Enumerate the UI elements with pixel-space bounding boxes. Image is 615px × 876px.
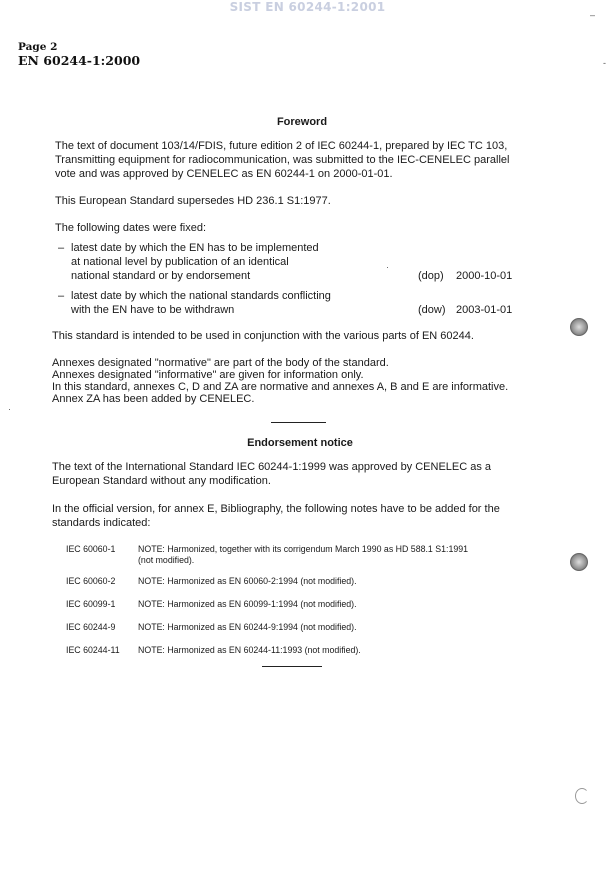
annex-e-paragraph [52,502,500,530]
section-divider [271,422,326,423]
text-line: latest date by which the national standards conflicting [71,290,331,302]
note-text: NOTE: Harmonized as EN 60244-9:1994 (not modified). [138,622,357,632]
endorsement-heading: Endorsement notice [247,437,353,449]
dop-code: (dop) [418,270,444,282]
text-line: Transmitting equipment for radiocommunication, was submitted to the IEC-CENELEC parallel [55,154,510,166]
text-line: vote and was approved by CENELEC as EN 60244-1 on 2000-01-01. [55,168,393,180]
note-standard-id: IEC 60244-11 [66,645,120,655]
text-line: Annexes designated "normative" are part of the body of the standard. [52,357,389,369]
supersedes-text: This European Standard supersedes HD 236.1 S1:1977. [55,195,331,207]
text-line: latest date by which the EN has to be implemented [71,242,319,254]
text-line: In the official version, for annex E, Bibliography, the following notes have to be added for the [52,503,500,515]
edge-mark: - [603,58,606,68]
text-line: The text of the International Standard IEC 60244-1:1999 was approved by CENELEC as a [52,461,492,473]
edge-mark: – [590,10,596,20]
text-line: national standard or by endorsement [71,270,251,282]
dates-intro: The following dates were fixed: [55,222,207,234]
dow-code: (dow) [418,304,446,316]
annex-paragraph [52,357,508,405]
text-line: Annexes designated "informative" are given for information only. [52,369,364,381]
usage-text: This standard is intended to be used in conjunction with the various parts of EN 60244. [52,330,474,342]
page-label: Page 2 [18,41,58,53]
text-line: NOTE: Harmonized, together with its corrigendum March 1990 as HD 588.1 S1:1991 [138,544,469,554]
foreword-heading: Foreword [276,116,328,128]
scan-speck: · [8,404,11,414]
dow-date: 2003-01-01 [456,304,513,316]
section-divider [262,666,322,667]
note-standard-id: IEC 60099-1 [66,599,116,609]
date-item-dop [58,241,319,283]
date-item-dow [58,289,331,317]
binding-hole-icon [570,553,588,571]
document-id: EN 60244-1:2000 [18,53,141,68]
note-text: NOTE: Harmonized as EN 60099-1:1994 (not modified). [138,599,357,609]
list-dash: – [58,242,65,254]
scan-speck: · [386,262,389,272]
binding-hole-icon [570,318,588,336]
foreword-paragraph [55,139,509,181]
note-text [138,544,468,566]
note-text: NOTE: Harmonized as EN 60244-11:1993 (not modified). [138,645,361,655]
dop-date: 2000-10-01 [456,270,513,282]
text-line: (not modified). [138,555,195,565]
binding-hole-outline-icon [575,788,589,804]
text-line: In this standard, annexes C, D and ZA are normative and annexes A, B and E are informative. [52,381,509,393]
text-line: at national level by publication of an identical [71,256,289,268]
text-line: standards indicated: [52,517,151,529]
endorsement-paragraph [52,460,491,488]
text-line: Annex ZA has been added by CENELEC. [52,393,255,405]
text-line: with the EN have to be withdrawn [71,304,235,316]
note-standard-id: IEC 60060-1 [66,544,116,554]
list-dash: – [58,290,65,302]
note-standard-id: IEC 60060-2 [66,576,116,586]
note-standard-id: IEC 60244-9 [66,622,116,632]
note-text: NOTE: Harmonized as EN 60060-2:1994 (not modified). [138,576,357,586]
text-line: The text of document 103/14/FDIS, future edition 2 of IEC 60244-1, prepared by IEC TC 103, [55,140,508,152]
watermark: SIST EN 60244-1:2001 [229,0,386,14]
text-line: European Standard without any modification. [52,475,271,487]
